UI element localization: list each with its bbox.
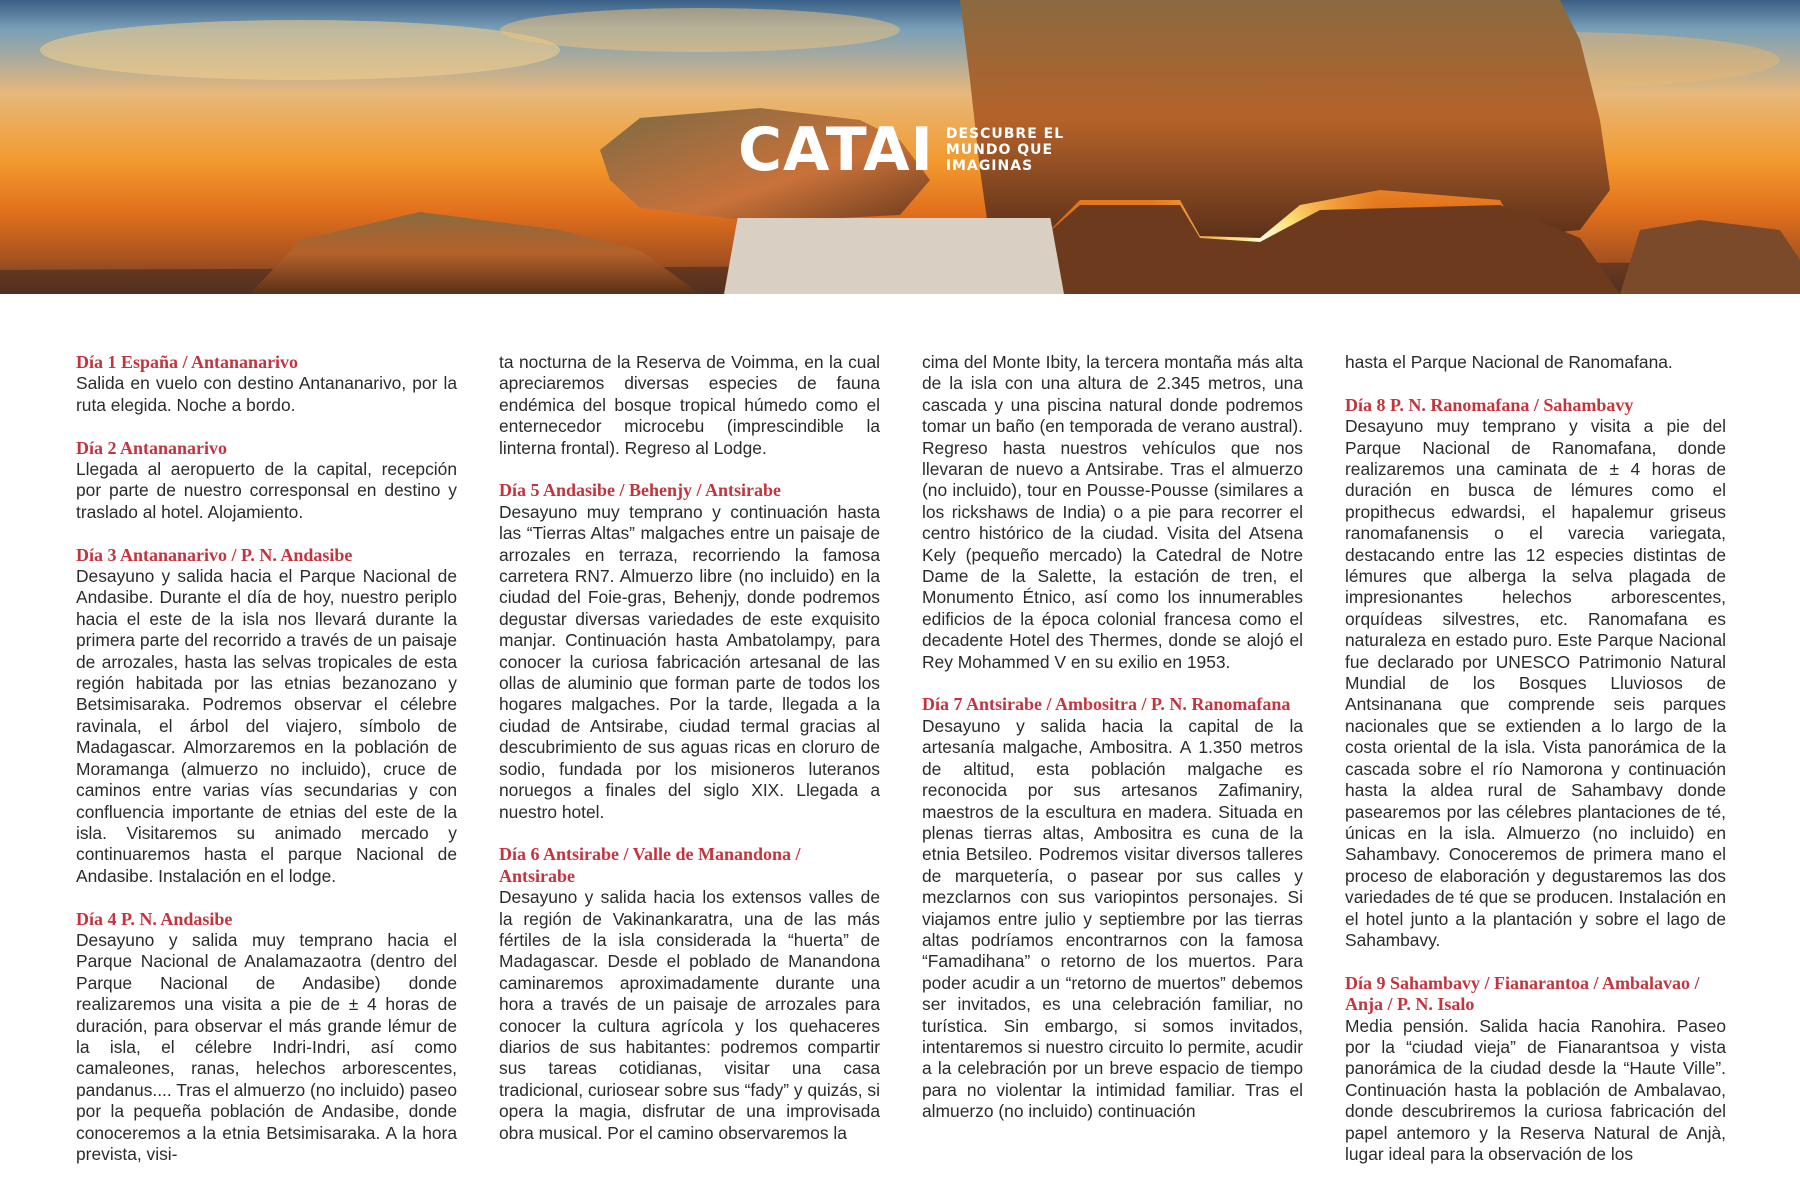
day-text: Llegada al aeropuerto de la capital, recepción por parte de nuestro corresponsal en destino y traslado al hotel. Alojamiento. [76, 459, 457, 522]
day-text: Desayuno y salida hacia el Parque Nacional de Andasibe. Durante el día de hoy, nuestro periplo hacia el este de la isla nos llevará durante la primera parte del recorrido a través de un paisaje de arrozales, hasta las selvas tropicales de esta región habitada por las etnias bezanozano y Betsimisaraka. Podremos observar el célebre ravinala, el árbol del viajero, símbolo de Madagascar. Almorzaremos en la población de Moramanga (almuerzo no incluido), cruce de caminos entre varias vías secundarias y con confluencia importante de etnias del este de la isla. Visitaremos su animado mercado y continuaremos hasta el parque Nacional de Andasibe. Instalación en el lodge. [76, 566, 457, 886]
column-4 [1345, 352, 1726, 1165]
day-block [922, 694, 1303, 1122]
day-title: Día 3 Antananarivo / P. N. Andasibe [76, 544, 353, 565]
day-block [1345, 395, 1726, 952]
hero-banner [0, 0, 1800, 294]
continued-text: hasta el Parque Nacional de Ranomafana. [1345, 352, 1673, 372]
day-block [76, 438, 457, 524]
day-block [1345, 973, 1726, 1166]
day-text: Salida en vuelo con destino Antananarivo, por la ruta elegida. Noche a bordo. [76, 373, 457, 415]
column-1 [76, 352, 457, 1165]
catai-logo[interactable] [738, 115, 1068, 185]
day-title: Día 8 P. N. Ranomafana / Sahambavy [1345, 394, 1634, 415]
day-title: Día 6 Antsirabe / Valle de Manandona / Antsirabe [499, 844, 801, 886]
day-block [499, 844, 880, 1144]
column-2 [499, 352, 880, 1144]
logo-tagline: DESCUBRE EL MUNDO QUE IMAGINAS [945, 126, 1065, 174]
day-text: Desayuno y salida hacia la capital de la artesanía malgache, Ambositra. A 1.350 metros de altitud, esta población malgache es reconocida por sus artesanos Zafimaniry, maestros de la escultura en madera. Situada en plenas tierras altas, Ambositra es cuna de la etnia Betsileo. Podremos visitar diversos talleres de marquetería, o pasear por sus calles y mezclarnos con sus variopintos personajes. Si viajamos entre julio y septiembre por las tierras altas podríamos encontrarnos con la famosa “Famadihana” o retorno de los muertos. Para poder acudir a un “retorno de muertos” debemos ser invitados, es una celebración familiar, no turística. Sin embargo, si somos invitados, intentaremos si nuestro circuito lo permite, acudir a la celebración por un breve espacio de tiempo para no violentar la intimidad familiar. Tras el almuerzo (no incluido) continuación [922, 715, 1303, 1122]
day-block [76, 545, 457, 888]
day-text: Desayuno muy temprano y continuación hasta las “Tierras Altas” malgaches entre un paisaje de arrozales en terraza, recorriendo la famosa carretera RN7. Almuerzo libre (no incluido) en la ciudad del Foie-gras, Behenjy, donde podremos degustar diversas variedades de este exquisito manjar. Continuación hasta Ambatolampy, para conocer la curiosa fabricación artesanal de las ollas de aluminio que forman parte de todos los hogares malgaches. Por la tarde, llegada a la ciudad de Antsirabe, ciudad termal gracias al descubrimiento de sus aguas ricas en cloruro de sodio, fundada por los misioneros luteranos noruegos a finales del siglo XIX. Llegada a nuestro hotel. [499, 501, 880, 822]
day-block [76, 352, 457, 416]
logo-wordmark: CATAI [738, 115, 934, 185]
itinerary-columns [0, 352, 1800, 1172]
day-title: Día 4 P. N. Andasibe [76, 908, 233, 929]
day-title: Día 9 Sahambavy / Fianarantoa / Ambalavao / Anja / P. N. Isalo [1345, 972, 1700, 1015]
day-title: Día 1 España / Antananarivo [76, 352, 299, 372]
day-text: Desayuno muy temprano y visita a pie del Parque Nacional de Ranomafana, donde realizaremos una caminata de ± 4 horas de duración en busca de lémures como el propithecus edwardsi, el hapalemur griseus ranomafanensis o el varecia variegata, destacando entre las 12 especies distintas de lémures que alberga la selva plagada de impresionantes helechos arborescentes, orquídeas silvestres, etc. Ranomafana es naturaleza en estado puro. Este Parque Nacional fue declarado por UNESCO Patrimonio Natural Mundial de los Bosques Lluviosos de Antsinanana que comprende seis parques nacionales que se extienden a lo largo de la costa oriental de la isla. Vista panorámica de la cascada sobre el río Namorona y continuación hasta la aldea rural de Sahambavy donde pasearemos por las célebres plantaciones de té, únicas en la isla. Almuerzo (no incluido) en Sahambavy. Conoceremos de primera mano el proceso de elaboración y degustaremos las dos variedades de té que se producen. Instalación en el hotel junto a la plantación y sobre el lago de Sahambavy. [1345, 416, 1726, 950]
day-text: Desayuno y salida muy temprano hacia el Parque Nacional de Analamazaotra (dentro del Parque Nacional de Andasibe) donde realizaremos una visita a pie de ± 4 horas de duración, para observar el más grande lémur de la isla, el célebre Indri-Indri, así como camaleones, ranas, helechos arborescentes, pandanus.... Tras el almuerzo (no incluido) paseo por la pequeña población de Andasibe, donde conoceremos a la etnia Betsimisaraka. A la hora prevista, visi- [76, 929, 457, 1164]
day-block [499, 480, 880, 823]
day-block [76, 909, 457, 1166]
day-title: Día 5 Andasibe / Behenjy / Antsirabe [499, 480, 782, 501]
continued-text: cima del Monte Ibity, la tercera montaña más alta de la isla con una altura de 2.345 metros, una cascada y una piscina natural donde podremos tomar un baño (en temporada de verano austral). Regreso hasta nuestros vehículos que nos llevaran de nuevo a Antsirabe. Tras el almuerzo (no incluido), tour en Pousse-Pousse (similares a los rickshaws de India) o a pie para recorrer el centro histórico de la ciudad. Visita del Atsena Kely (pequeño mercado) la Catedral de Notre Dame de la Salette, la estación de tren, el Monumento Étnico, así como los innumerables edificios de la época colonial francesa como el decadente Hotel des Thermes, donde se alojó el Rey Mohammed V en su exilio en 1953. [922, 352, 1303, 672]
day-text: Desayuno y salida hacia los extensos valles de la región de Vakinankaratra, una de las más fértiles de la isla considerada la “huerta” de Madagascar. Desde el poblado de Manandona caminaremos aproximadamente durante una hora a través de un paisaje de arrozales para conocer la cultura agrícola y los quehaceres diarios de sus habitantes: podremos compartir sus tareas cotidianas, visitar una casa tradicional, curiosear sobre sus “fady” y quizás, si opera la magia, disfrutar de una improvisada obra musical. Por el camino observaremos la [499, 887, 880, 1143]
continued-text: ta nocturna de la Reserva de Voimma, en la cual apreciaremos diversas especies de fauna endémica del bosque tropical húmedo como el enternecedor microcebu (imprescindible la linterna frontal). Regreso al Lodge. [499, 352, 880, 458]
column-3 [922, 352, 1303, 1123]
day-title: Día 2 Antananarivo [76, 437, 228, 458]
day-title: Día 7 Antsirabe / Ambositra / P. N. Ranomafana [922, 694, 1291, 715]
day-text: Media pensión. Salida hacia Ranohira. Paseo por la “ciudad vieja” de Fianarantsoa y vista panorámica de la ciudad desde la “Haute Ville”. Continuación hasta la población de Ambalavao, donde descubriremos la curiosa fabricación del papel antemoro y la Reserva Natural de Anjà, lugar ideal para la observación de los [1345, 1015, 1726, 1164]
header-tab [724, 218, 1064, 294]
